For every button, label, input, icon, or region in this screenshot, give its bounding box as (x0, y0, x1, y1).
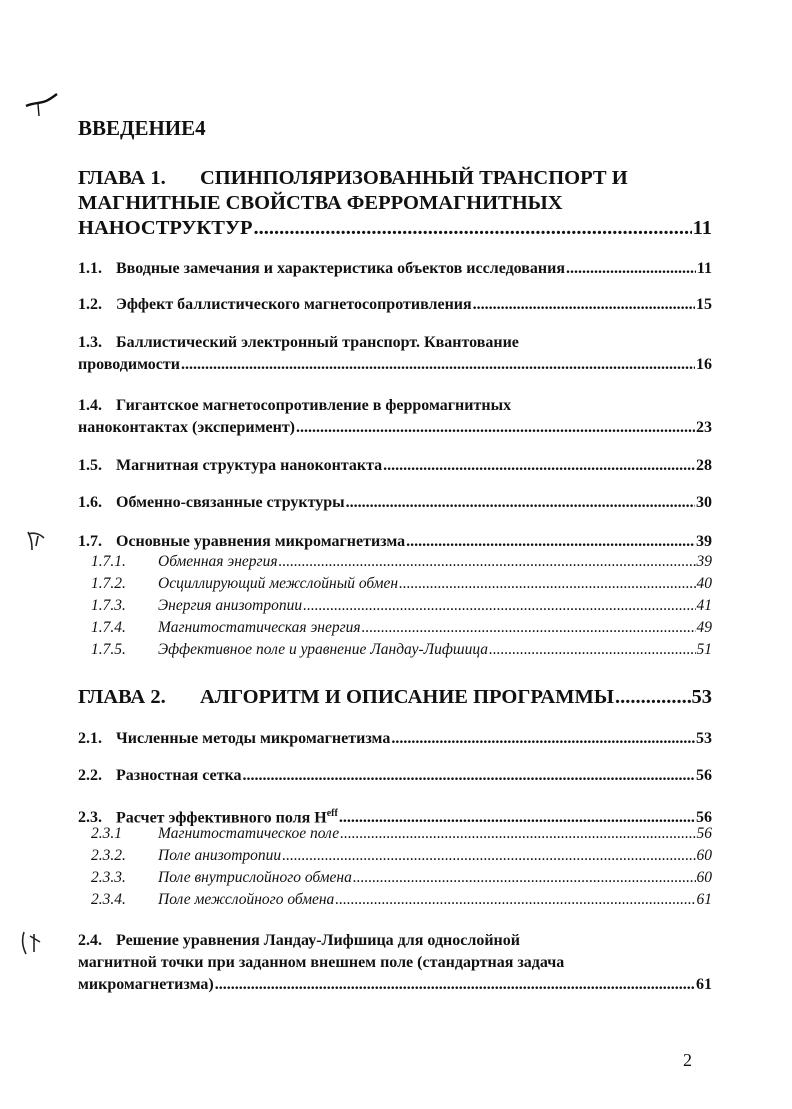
toc-section[interactable]: 2.3. Расчет эффективного поля $H^{eff}$ ..... 56 (78, 803, 712, 829)
toc-section[interactable]: 2.2. Разностная сетка ..... 56 (78, 765, 712, 787)
toc-section[interactable]: 1.4. Гигантское магнетосопротивление в ферромагнитных наноконтактах (эксперимент) ..... 23 (78, 395, 712, 439)
margin-pencil-mark-2 (20, 930, 42, 961)
page-ref: 11 (692, 217, 712, 239)
toc-section[interactable]: 1.1. Вводные замечания и характеристика объектов исследования ..... 11 (78, 258, 712, 280)
chapter-title-line: СПИНПОЛЯРИЗОВАННЫЙ ТРАНСПОРТ И (200, 167, 628, 189)
toc-section[interactable]: 1.7. Основные уравнения микромагнетизма ..... 39 (78, 531, 712, 553)
toc-subsection[interactable]: 1.7.5. Эффективное поле и уравнение Ландау-Лифшица ..... 51 (91, 641, 712, 659)
margin-pencil-mark (24, 528, 48, 559)
toc-subsection[interactable]: 1.7.2. Осциллирующий межслойный обмен ..... 40 (91, 575, 712, 593)
toc-section[interactable]: 1.2. Эффект баллистического магнетосопротивления ..... 15 (78, 294, 712, 316)
toc-subsection[interactable]: 1.7.4. Магнитостатическая энергия ..... 49 (91, 619, 712, 637)
toc-chapter-1[interactable] (78, 166, 712, 241)
margin-ink-mark (24, 92, 60, 129)
toc-subsection[interactable]: 2.3.2. Поле анизотропии ..... 60 (91, 847, 712, 865)
toc-section[interactable]: 1.5. Магнитная структура наноконтакта ..... 28 (78, 455, 712, 477)
toc-section[interactable]: 2.1. Численные методы микромагнетизма ..... 53 (78, 728, 712, 750)
toc-subsection[interactable]: 2.3.4. Поле межслойного обмена ..... 61 (91, 891, 712, 909)
chapter-title-line: НАНОСТРУКТУР (78, 217, 253, 239)
toc-subsection[interactable]: 1.7.1. Обменная энергия ..... 39 (91, 553, 712, 571)
chapter-number: ГЛАВА 2. (78, 686, 166, 708)
chapter-title-line: МАГНИТНЫЕ СВОЙСТВА ФЕРРОМАГНИТНЫХ (78, 192, 563, 214)
toc-subsection[interactable]: 1.7.3. Энергия анизотропии ..... 41 (91, 597, 712, 615)
page-number: 2 (683, 1050, 692, 1070)
toc-section[interactable]: 1.3. Баллистический электронный транспорт. Квантование проводимости ..... 16 (78, 332, 712, 376)
leader-dots (254, 216, 692, 241)
toc-section[interactable]: 2.4. Решение уравнения Ландау-Лифшица для однослойной магнитной точки при заданном внешнем поле (стандартная задача микромагнетизма) ..... 61 (78, 930, 712, 996)
toc-section[interactable]: 1.6. Обменно-связанные структуры ..... 30 (78, 492, 712, 514)
pencil-tick-icon (20, 930, 42, 956)
pencil-check-icon (24, 528, 48, 554)
toc-subsection[interactable]: 2.3.1 Магнитостатическое поле ..... 56 (91, 825, 712, 843)
chapter-title: АЛГОРИТМ И ОПИСАНИЕ ПРОГРАММЫ (200, 686, 614, 708)
toc-intro[interactable]: ВВЕДЕНИЕ4 (78, 116, 206, 140)
toc-chapter-2[interactable]: ГЛАВА 2. АЛГОРИТМ И ОПИСАНИЕ ПРОГРАММЫ ..... 53 (78, 685, 712, 710)
ink-scribble-icon (24, 92, 60, 124)
chapter-number: ГЛАВА 1. (78, 167, 166, 189)
toc-subsection[interactable]: 2.3.3. Поле внутрислойного обмена ..... 60 (91, 869, 712, 887)
